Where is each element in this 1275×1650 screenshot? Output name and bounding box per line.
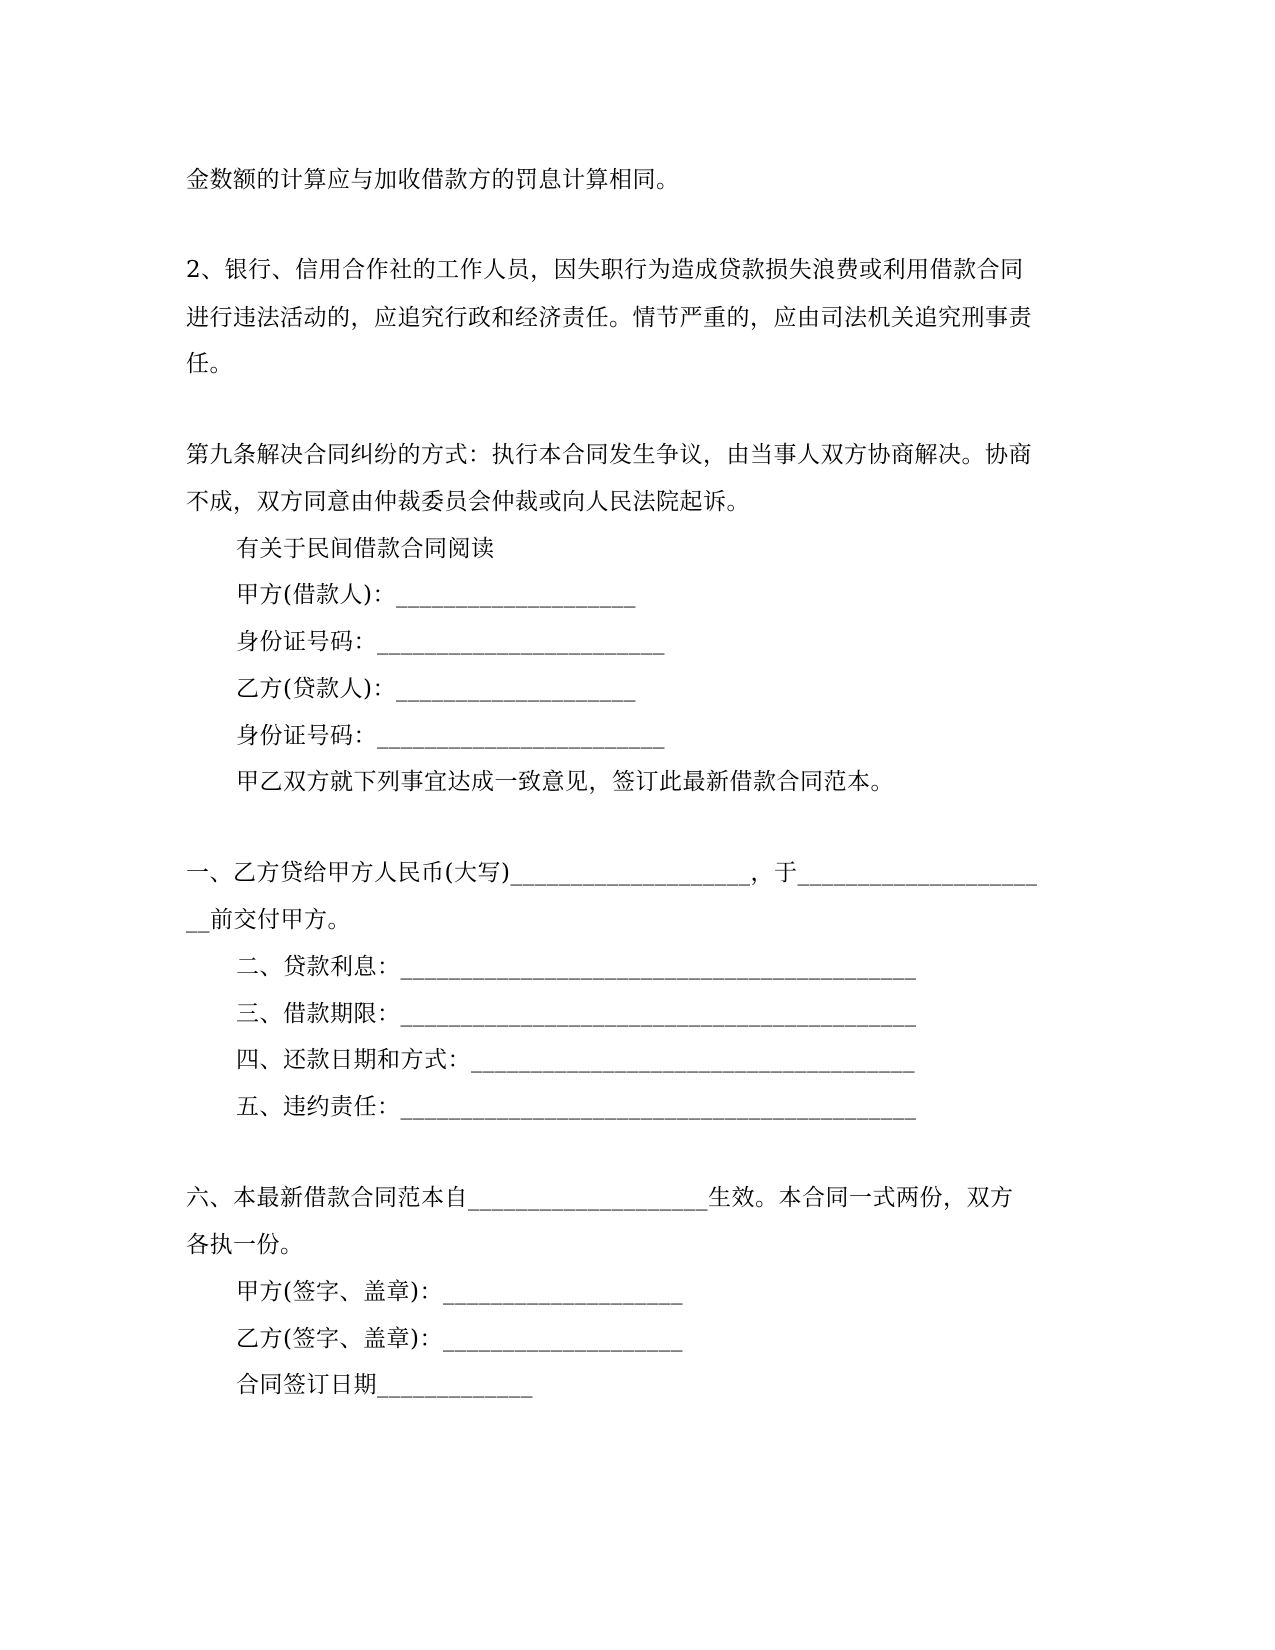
clause-one: 一、乙方贷给甲方人民币(大写)____________________，于____________________	[186, 860, 1038, 886]
party-a-signature-field: 甲方(签字、盖章)：____________________	[236, 1279, 683, 1305]
signing-date-field: 合同签订日期_____________	[236, 1372, 533, 1398]
text-line: 2、银行、信用合作社的工作人员，因失职行为造成贷款损失浪费或利用借款合同	[186, 257, 1024, 283]
party-a-id-field: 身份证号码：________________________	[236, 629, 665, 655]
text-line: 任。	[186, 351, 233, 377]
text-line: 甲乙双方就下列事宜达成一致意见，签订此最新借款合同范本。	[236, 769, 894, 795]
party-b-signature-field: 乙方(签字、盖章)：____________________	[236, 1326, 683, 1352]
party-b-lender-field: 乙方(贷款人)：____________________	[236, 676, 636, 702]
text-line: 进行违法活动的，应追究行政和经济责任。情节严重的，应由司法机关追究刑事责	[186, 305, 1032, 331]
clause-repayment: 四、还款日期和方式：_____________________________________	[236, 1047, 915, 1073]
text-line: 不成，双方同意由仲裁委员会仲裁或向人民法院起诉。	[186, 489, 750, 515]
text-line: __前交付甲方。	[186, 907, 351, 933]
party-b-id-field: 身份证号码：________________________	[236, 723, 665, 749]
text-line: 金数额的计算应与加收借款方的罚息计算相同。	[186, 167, 680, 193]
clause-liability: 五、违约责任：___________________________________________	[236, 1094, 917, 1120]
section-title: 有关于民间借款合同阅读	[236, 536, 495, 562]
text-line: 各执一份。	[186, 1232, 304, 1258]
clause-interest: 二、贷款利息：___________________________________________	[236, 954, 917, 980]
clause-term: 三、借款期限：___________________________________________	[236, 1001, 917, 1027]
party-a-borrower-field: 甲方(借款人)：____________________	[236, 582, 636, 608]
clause-six: 六、本最新借款合同范本自____________________生效。本合同一式两份，双方	[186, 1185, 1014, 1211]
article-nine-heading: 第九条解决合同纠纷的方式：执行本合同发生争议，由当事人双方协商解决。协商	[186, 442, 1032, 468]
